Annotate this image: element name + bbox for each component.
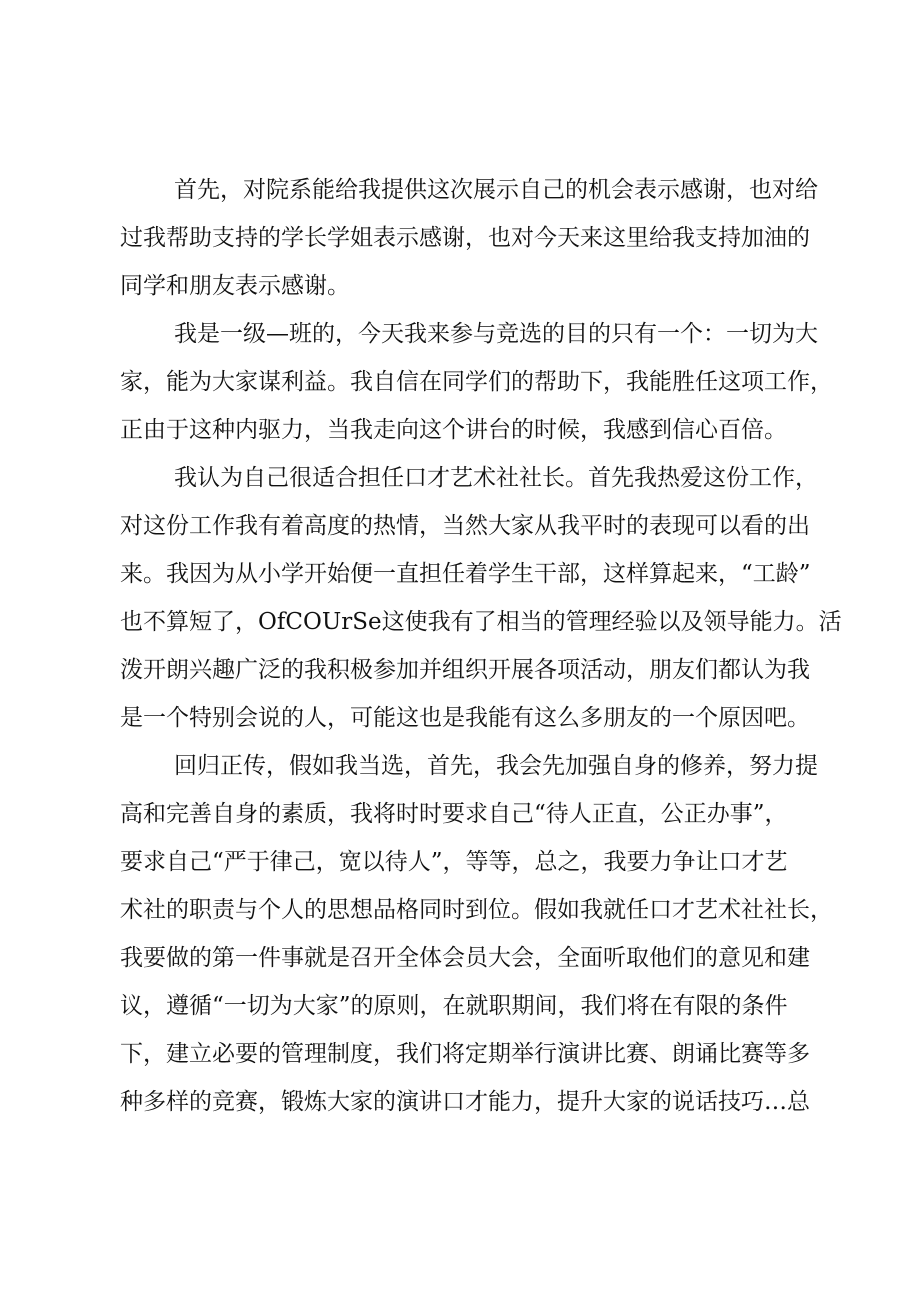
text-line: 也不算短了，OfCOUrSe这使我有了相当的管理经验以及领导能力。活: [120, 609, 842, 635]
text-line: 过我帮助支持的学长学姐表示感谢，也对今天来这里给我支持加油的: [120, 225, 810, 251]
paragraph: [120, 742, 833, 1126]
text-line: 泼开朗兴趣广泛的我积极参加并组织开展各项活动，朋友们都认为我: [120, 657, 810, 683]
text-line: 种多样的竞赛，锻炼大家的演讲口才能力，提升大家的说话技巧…总: [120, 1089, 810, 1115]
text-line: 术社的职责与个人的思想品格同时到位。假如我就任口才艺术社社长，: [120, 897, 833, 923]
text-line: 家，能为大家谋利益。我自信在同学们的帮助下，我能胜任这项工作，: [120, 369, 833, 395]
paragraph: [120, 454, 842, 742]
text-line: 我要做的第一件事就是召开全体会员大会，全面听取他们的意见和建: [120, 945, 810, 971]
text-line: 回归正传，假如我当选，首先，我会先加强自身的修养，努力提: [174, 753, 818, 779]
text-line: 对这份工作我有着高度的热情，当然大家从我平时的表现可以看的出: [120, 513, 810, 539]
text-line: 要求自己“严于律己，宽以待人”，等等，总之，我要力争让口才艺: [120, 849, 788, 875]
text-line: 高和完善自身的素质，我将时时要求自己“待人正直，公正办事”，: [120, 801, 788, 827]
text-line: 正由于这种内驱力，当我走向这个讲台的时候，我感到信心百倍。: [120, 417, 787, 443]
text-line: 议，遵循“一切为大家”的原则，在就职期间，我们将在有限的条件: [120, 993, 788, 1019]
text-line: 首先，对院系能给我提供这次展示自己的机会表示感谢，也对给: [174, 177, 818, 203]
text-line: 我是一级—班的，今天我来参与竞选的目的只有一个：一切为大: [174, 321, 818, 347]
text-line: 是一个特别会说的人，可能这也是我能有这么多朋友的一个原因吧。: [120, 705, 810, 731]
text-line: 来。我因为从小学开始便一直担任着学生干部，这样算起来，“工龄”: [120, 561, 811, 587]
text-line: 我认为自己很适合担任口才艺术社社长。首先我热爱这份工作，: [174, 465, 818, 491]
document-body: [120, 166, 842, 1126]
paragraph: [120, 310, 833, 454]
paragraph: [120, 166, 825, 310]
text-line: 同学和朋友表示感谢。: [120, 273, 350, 299]
text-line: 下，建立必要的管理制度，我们将定期举行演讲比赛、朗诵比赛等多: [120, 1041, 810, 1067]
